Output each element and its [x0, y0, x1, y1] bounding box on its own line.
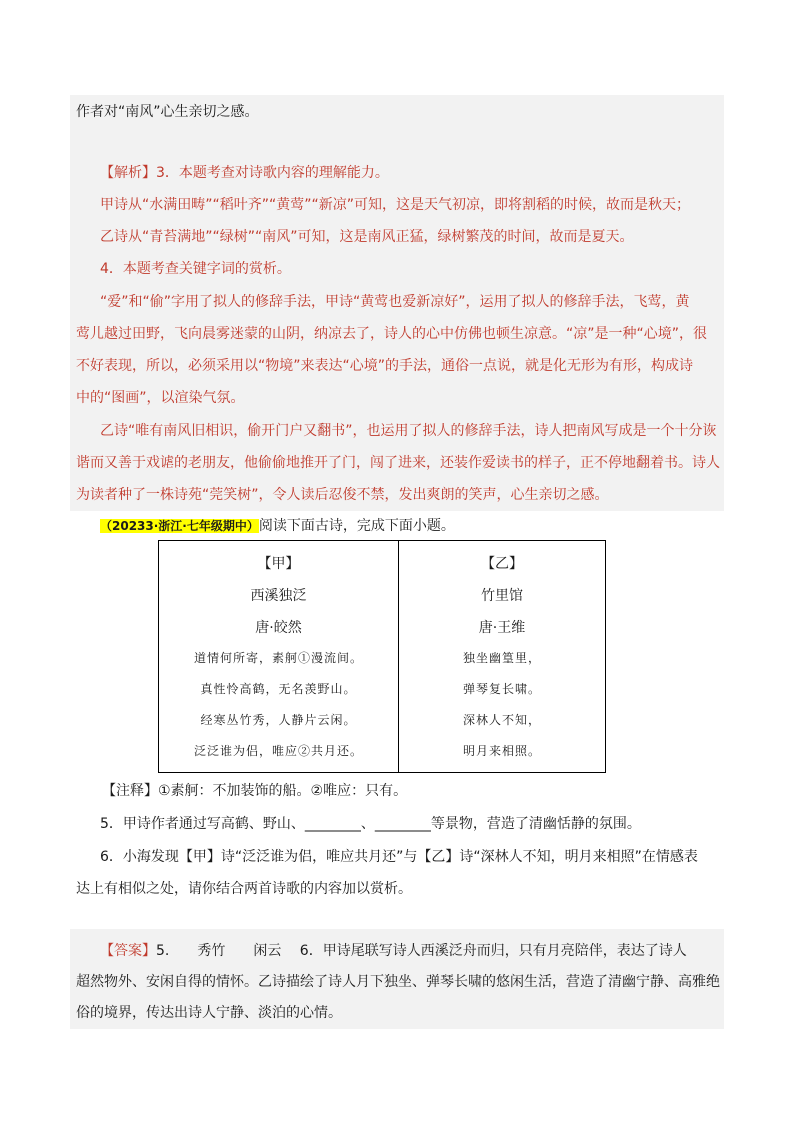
answer-line: 俗的境界，传达出诗人宁静、淡泊的心情。 [76, 1005, 342, 1021]
poem-tag: 【甲】 [257, 556, 300, 572]
analysis-jia: 甲诗从“水满田畴”“稻叶齐”“黄莺”“新凉”可知，这是天气初凉，即将割稻的时候，故而是秋天； [100, 197, 691, 213]
analysis-p2-line: 为读者种了一株诗苑“莞笑树”，令人读后忍俊不禁，发出爽朗的笑声，心生亲切之感。 [76, 487, 609, 503]
poem-line: 弹琴复长啸。 [462, 682, 541, 696]
analysis-p1-line: “爱”和“偷”字用了拟人的修辞手法，甲诗“黄莺也爱新凉好”，运用了拟人的修辞手法，飞莺，黄 [100, 294, 690, 310]
poem-yi [399, 541, 605, 772]
question-6-line: 达上有相似之处，请你结合两首诗歌的内容加以赏析。 [76, 881, 412, 897]
poem-tag: 【乙】 [481, 556, 523, 572]
answer-label: 【答案】 [100, 943, 156, 959]
poem-line: 道情何所寄，素舸①漫流间。 [193, 651, 363, 665]
analysis-p2-line: 乙诗“唯有南风旧相识，偷开门户又翻书”，也运用了拟人的修辞手法，诗人把南风写成是一个十分诙 [100, 423, 717, 439]
analysis-yi: 乙诗从“青苔满地”“绿树”“南风”可知，这是南风正猛，绿树繁茂的时间，故而是夏天。 [100, 229, 634, 245]
analysis-q3: 【解析】3．本题考查对诗歌内容的理解能力。 [100, 165, 389, 181]
answer-line: 【答案】5. 秀竹 闲云 6．甲诗尾联写诗人西溪泛舟而归，只有月亮陪伴，表达了诗人 [100, 943, 687, 959]
poem-author: 唐·皎然 [255, 620, 302, 636]
question-5: 5．甲诗作者通过写高鹤、野山、________、________等景物，营造了清幽恬静的氛围。 [100, 816, 641, 832]
poem-line: 经寒丛竹秀，人静片云闲。 [200, 713, 357, 727]
analysis-p1-line: 中的“图画”，以渲染气氛。 [76, 390, 245, 406]
continuation-text: 作者对“南风”心生亲切之感。 [76, 104, 259, 120]
question-6-line: 6．小海发现【甲】诗“泛泛谁为侣，唯应共月还”与【乙】诗“深林人不知，明月来相照”在情感表 [100, 849, 698, 865]
poem-table [158, 540, 606, 773]
analysis-p1-line: 莺儿越过田野，飞向晨雾迷蒙的山阴，纳凉去了，诗人的心中仿佛也顿生凉意。“凉”是一种“心境”，很 [76, 326, 708, 342]
poem-title: 西溪独泛 [250, 588, 307, 604]
poem-jia [159, 541, 398, 772]
poem-line: 明月来相照。 [462, 744, 541, 758]
question-source-badge: （20233·浙江·七年级期中） [100, 519, 259, 533]
question-intro [100, 516, 726, 536]
poem-line: 真性怜高鹤，无名羡野山。 [200, 682, 357, 696]
poem-author: 唐·王维 [478, 620, 526, 636]
analysis-q4: 4．本题考查关键字词的赏析。 [100, 261, 291, 277]
analysis-p1-line: 不好表现，所以，必须采用以“物境”来表达“心境”的手法，通俗一点说，就是化无形为有形，构成诗 [76, 358, 694, 374]
poem-title: 竹里馆 [481, 588, 523, 604]
poem-line: 泛泛谁为侣，唯应②共月还。 [193, 744, 363, 758]
question-prompt: 阅读下面古诗，完成下面小题。 [258, 518, 455, 534]
analysis-label: 【解析】 [100, 165, 156, 181]
poem-line: 深林人不知， [462, 713, 541, 727]
analysis-p2-line: 谐而又善于戏谑的老朋友，他偷偷地推开了门，闯了进来，还装作爱读书的样子，正不停地翻着书。诗人 [76, 455, 720, 471]
poem-line: 独坐幽篁里， [462, 651, 541, 665]
answer-line: 超然物外、安闲自得的情怀。乙诗描绘了诗人月下独坐、弹琴长啸的悠闲生活，营造了清幽宁静、高雅绝 [76, 974, 720, 990]
annotation-note: 【注释】①素舸：不加装饰的船。②唯应：只有。 [102, 783, 408, 799]
